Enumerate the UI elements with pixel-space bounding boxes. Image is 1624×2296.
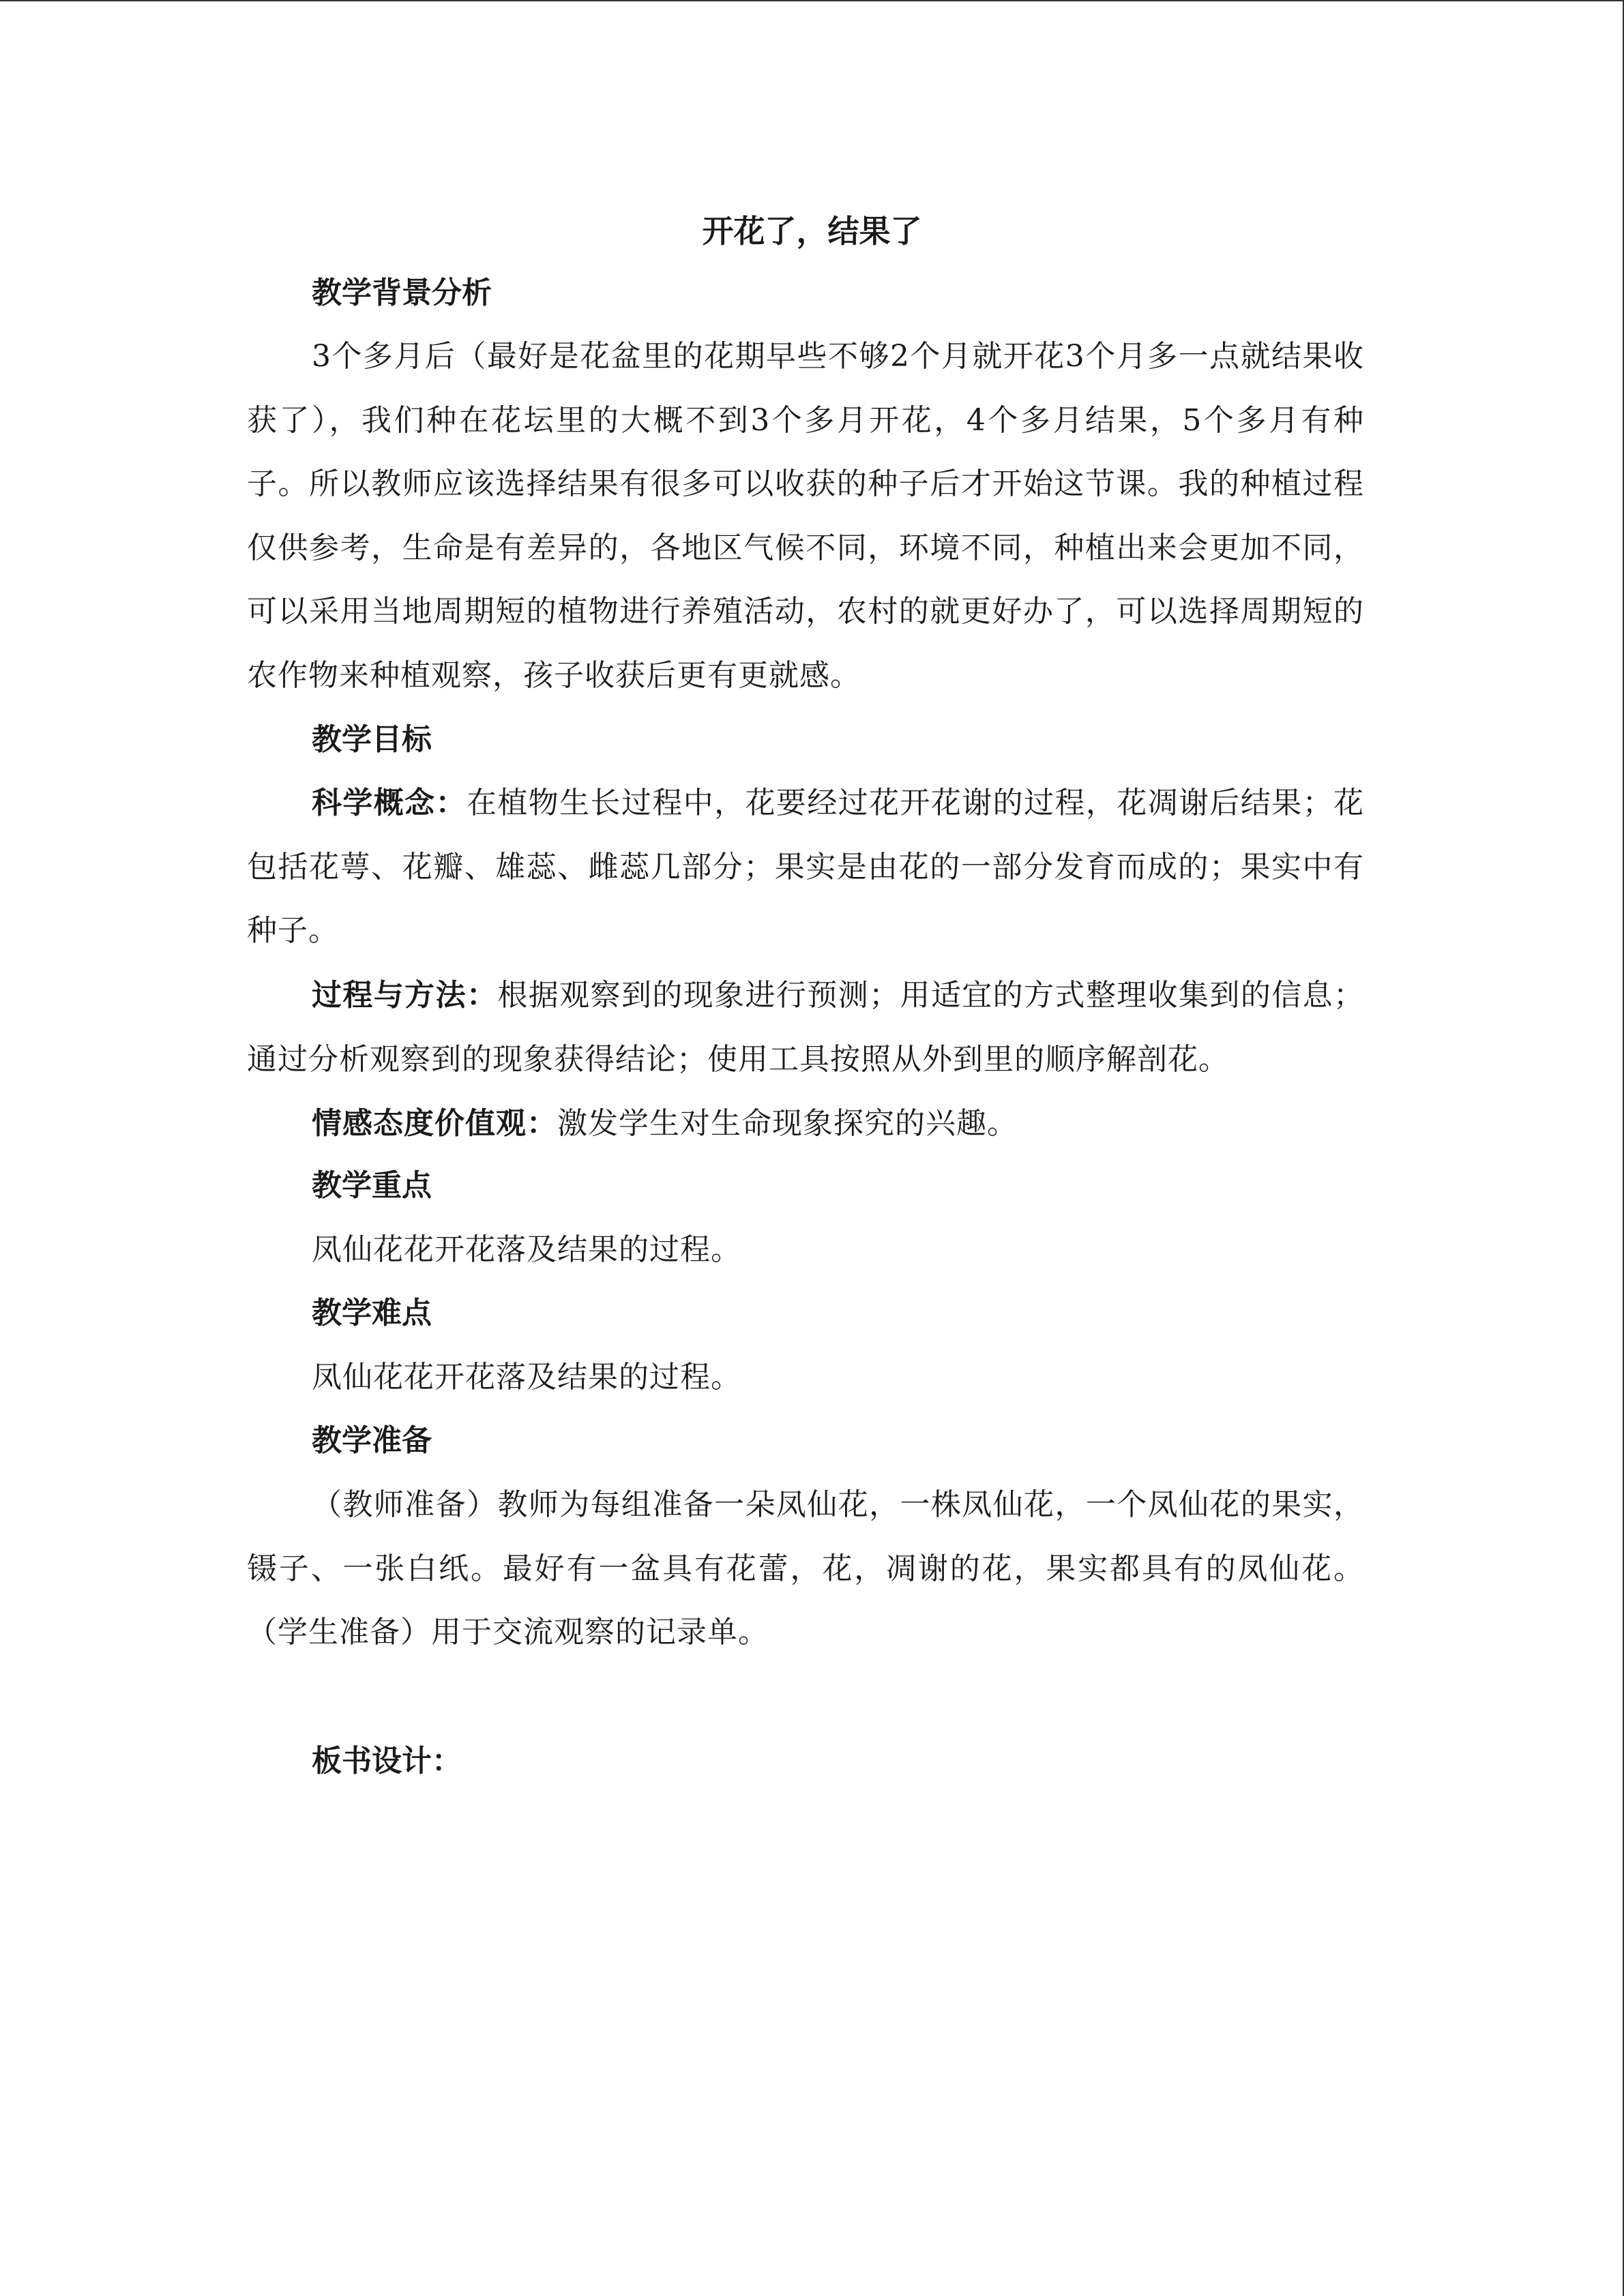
background-heading: 教学背景分析 <box>312 275 492 310</box>
background-paragraph: 3个多月后（最好是花盆里的花期早些不够2个月就开花3个月多一点就结果收获了），我们种在花坛里的大概不到3个多月开花，4个多月结果，5个多月有种子。所以教师应该选择结果有很多可以收获的种子后才开始这节课。我的种植过程仅供参考，生命是有差异的，各地区气候不同，环境不同，种植出来会更加不同，可以采用当地周期短的植物进行养殖活动，农村的就更好办了，可以选择周期短的农作物来种植观察，孩子收获后更有更就感。 <box>247 339 1364 693</box>
process-method-paragraph <box>247 964 1364 1091</box>
key-point-heading: 教学重点 <box>312 1168 432 1203</box>
process-method-label: 过程与方法： <box>312 978 498 1013</box>
difficulty-heading: 教学难点 <box>312 1296 432 1330</box>
board-design-heading: 板书设计： <box>312 1744 462 1778</box>
attitude-text: 激发学生对生命现象探究的兴趣。 <box>557 1106 1018 1141</box>
science-concept-label: 科学概念： <box>312 786 467 820</box>
attitude-paragraph <box>247 1092 1364 1156</box>
process-method-text: 根据观察到的现象进行预测；用适宜的方式整理收集到的信息；通过分析观察到的现象获得结论；使用工具按照从外到里的顺序解剖花。 <box>247 978 1365 1077</box>
difficulty-text: 凤仙花花开花落及结果的过程。 <box>312 1360 741 1395</box>
goals-heading: 教学目标 <box>312 722 432 757</box>
science-concept-text: 在植物生长过程中，花要经过花开花谢的过程，花凋谢后结果；花包括花萼、花瓣、雄蕊、雌蕊几部分；果实是由花的一部分发育而成的；果实中有种子。 <box>247 786 1365 948</box>
attitude-label: 情感态度价值观： <box>312 1106 557 1141</box>
science-concept-paragraph <box>247 771 1364 963</box>
preparation-paragraph: （教师准备）教师为每组准备一朵凤仙花，一株凤仙花，一个凤仙花的果实，镊子、一张白纸。最好有一盆具有花蕾，花，凋谢的花，果实都具有的凤仙花。（学生准备）用于交流观察的记录单。 <box>247 1487 1364 1650</box>
document-title: 开花了，结果了 <box>702 213 922 250</box>
key-point-text: 凤仙花花开花落及结果的过程。 <box>312 1232 741 1267</box>
preparation-heading: 教学准备 <box>312 1423 432 1458</box>
